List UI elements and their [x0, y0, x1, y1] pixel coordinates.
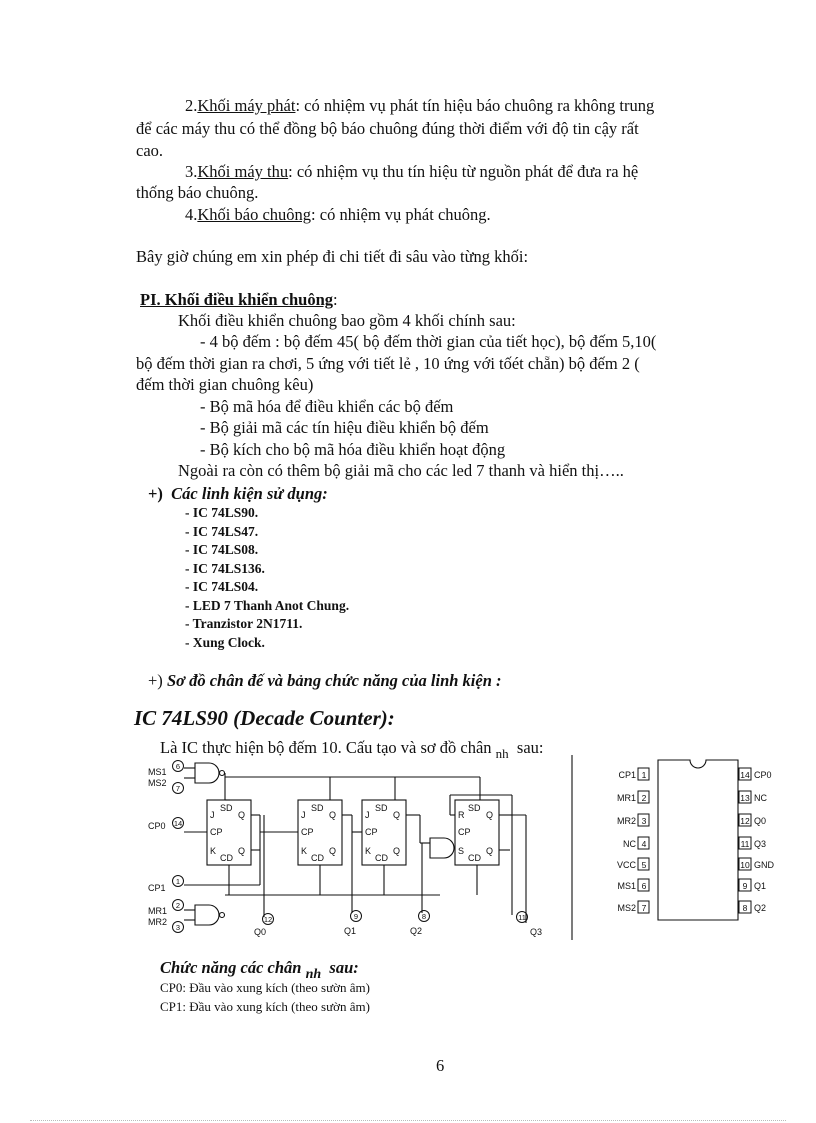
- pin-number: 2: [175, 901, 181, 910]
- pkg-pin-label: Q0: [754, 816, 767, 826]
- ic-title: IC 74LS90 (Decade Counter):: [134, 706, 395, 730]
- components-heading: +) Các linh kiện sử dụng:: [148, 484, 328, 503]
- component-item: - IC 74LS08.: [185, 542, 259, 557]
- pkg-pin-label: Q1: [754, 881, 767, 891]
- pkg-pin-label: NC: [754, 793, 767, 803]
- svg-text:CD: CD: [375, 853, 388, 863]
- pin-number: 14: [173, 819, 183, 828]
- svg-text:J: J: [301, 810, 306, 820]
- svg-text:Q: Q: [238, 846, 246, 856]
- pkg-pin-label: Q3: [754, 839, 767, 849]
- pkg-pin-label: Q2: [754, 903, 767, 913]
- block2-line2: để các máy thu có thể đồng bộ báo chuông đúng thời điểm với độ tin cậy rất: [136, 119, 639, 138]
- pkg-pin-label: MS1: [617, 881, 636, 891]
- pin-number: 12: [263, 915, 273, 924]
- svg-text:CP: CP: [458, 827, 471, 837]
- svg-text:K: K: [365, 846, 372, 856]
- pkg-pin-label: CP0: [754, 770, 772, 780]
- svg-text:Q: Q: [329, 810, 337, 820]
- pin-number: 6: [175, 762, 181, 771]
- counter-line3: đếm thời gian chuông kêu): [136, 375, 314, 394]
- pkg-pin-label: MS2: [617, 903, 636, 913]
- svg-text:SD: SD: [311, 803, 324, 813]
- component-item: - IC 74LS90.: [185, 505, 259, 520]
- logic-diagram: [140, 755, 576, 940]
- component-item: - IC 74LS136.: [185, 561, 265, 576]
- pin-number: 7: [175, 784, 181, 793]
- ic-description: Là IC thực hiện bộ đếm 10. Cấu tạo và sơ đồ chân $_{nh}$ sau:: [160, 738, 544, 761]
- svg-text:CD: CD: [220, 853, 233, 863]
- counter-line2: bộ đếm thời gian ra chơi, 5 ứng với tiết lẻ , 10 ứng với tốét chẵn) bộ đếm 2 (: [136, 354, 640, 373]
- input-label: MR2: [148, 917, 168, 927]
- counter-line1: - 4 bộ đếm : bộ đếm 45( bộ đếm thời gian của tiết học), bộ đếm 5,10(: [200, 332, 657, 351]
- pkg-pin-number: 8: [742, 903, 748, 913]
- pinout-heading: +) Sơ đồ chân đế và bảng chức năng của linh kiện :: [148, 671, 502, 690]
- svg-text:SD: SD: [220, 803, 233, 813]
- component-item: - Tranzistor 2N1711.: [185, 616, 303, 631]
- pkg-pin-label: GND: [754, 860, 774, 870]
- pkg-pin-number: 5: [641, 860, 647, 870]
- pkg-pin-number: 10: [740, 860, 750, 870]
- component-item: - Xung Clock.: [185, 635, 265, 650]
- pkg-pin-number: 14: [740, 770, 750, 780]
- pkg-pin-label: CP1: [618, 770, 636, 780]
- block4-line1: 4.Khối báo chuông: có nhiệm vụ phát chuông.: [185, 205, 491, 224]
- section-item: - Bộ giải mã các tín hiệu điều khiển bộ đếm: [200, 418, 489, 437]
- svg-text:CP: CP: [210, 827, 223, 837]
- block3-line2: thống báo chuông.: [136, 183, 259, 202]
- pkg-pin-label: MR1: [616, 793, 636, 803]
- svg-text:CD: CD: [311, 853, 324, 863]
- pin-number: 11: [518, 913, 526, 922]
- svg-text:S: S: [458, 846, 465, 856]
- svg-text:R: R: [458, 810, 465, 820]
- pkg-pin-number: 4: [641, 839, 647, 849]
- intro-text: Bây giờ chúng em xin phép đi chi tiết đi sâu vào từng khối:: [136, 247, 529, 266]
- pkg-pin-number: 11: [740, 839, 750, 849]
- input-label: CP0: [148, 821, 166, 831]
- component-item: - IC 74LS47.: [185, 524, 259, 539]
- svg-text:Q: Q: [486, 846, 494, 856]
- functions-heading: Chức năng các chân $_{nh}$ sau:: [160, 958, 359, 982]
- pkg-pin-label: NC: [623, 839, 636, 849]
- pin-number: 3: [175, 923, 181, 932]
- pin-number: 9: [353, 912, 359, 921]
- svg-text:SD: SD: [375, 803, 388, 813]
- pin-number: 1: [175, 877, 181, 886]
- output-label: Q2: [410, 926, 423, 936]
- output-label: Q1: [344, 926, 357, 936]
- component-item: - LED 7 Thanh Anot Chung.: [185, 598, 350, 613]
- pkg-pin-number: 6: [641, 881, 647, 891]
- input-label: MR1: [148, 906, 168, 916]
- svg-text:Q: Q: [393, 810, 401, 820]
- pkg-pin-number: 7: [641, 903, 647, 913]
- svg-text:K: K: [301, 846, 308, 856]
- block2-line1: 2.Khối máy phát: có nhiệm vụ phát tín hiệu báo chuông ra không trung: [185, 96, 655, 115]
- section-item: - Bộ mã hóa để điều khiển các bộ đếm: [200, 397, 454, 416]
- pkg-pin-label: VCC: [616, 860, 636, 870]
- input-label: MS1: [148, 767, 167, 777]
- block3-line1: 3.Khối máy thu: có nhiệm vụ thu tín hiệu từ nguồn phát để đưa ra hệ: [185, 162, 639, 181]
- pkg-pin-number: 1: [641, 770, 647, 780]
- svg-text:Q: Q: [393, 846, 401, 856]
- section-lead: Khối điều khiển chuông bao gồm 4 khối chính sau:: [178, 311, 516, 330]
- input-label: CP1: [148, 883, 166, 893]
- svg-text:K: K: [210, 846, 217, 856]
- output-label: Q0: [254, 927, 267, 937]
- component-item: - IC 74LS04.: [185, 579, 259, 594]
- block2-line3: cao.: [136, 141, 164, 160]
- function-item: CP0: Đầu vào xung kích (theo sườn âm): [160, 980, 370, 995]
- pin-number: 8: [421, 912, 427, 921]
- svg-text:CD: CD: [468, 853, 481, 863]
- svg-text:CP: CP: [365, 827, 378, 837]
- svg-text:SD: SD: [468, 803, 481, 813]
- section-item: - Bộ kích cho bộ mã hóa điều khiển hoạt động: [200, 440, 506, 459]
- page-number: 6: [436, 1056, 445, 1075]
- pkg-pin-label: MR2: [616, 816, 636, 826]
- pkg-pin-number: 9: [742, 881, 748, 891]
- svg-text:Q: Q: [329, 846, 337, 856]
- svg-text:J: J: [365, 810, 370, 820]
- pkg-pin-number: 13: [740, 793, 750, 803]
- section-heading: PI. Khối điều khiển chuông:: [140, 290, 338, 309]
- pkg-pin-number: 12: [740, 816, 750, 826]
- svg-text:CP: CP: [301, 827, 314, 837]
- section-extra: Ngoài ra còn có thêm bộ giải mã cho các led 7 thanh và hiển thị…..: [178, 461, 624, 480]
- page-bottom-divider: [30, 1120, 786, 1121]
- svg-text:J: J: [210, 810, 215, 820]
- function-item: CP1: Đầu vào xung kích (theo sườn âm): [160, 999, 370, 1014]
- svg-text:Q: Q: [486, 810, 494, 820]
- pkg-pin-number: 3: [641, 816, 647, 826]
- pkg-pin-number: 2: [641, 793, 647, 803]
- output-label: Q3: [530, 927, 543, 937]
- ic-package-pinout: [608, 758, 774, 923]
- svg-text:Q: Q: [238, 810, 246, 820]
- input-label: MS2: [148, 778, 167, 788]
